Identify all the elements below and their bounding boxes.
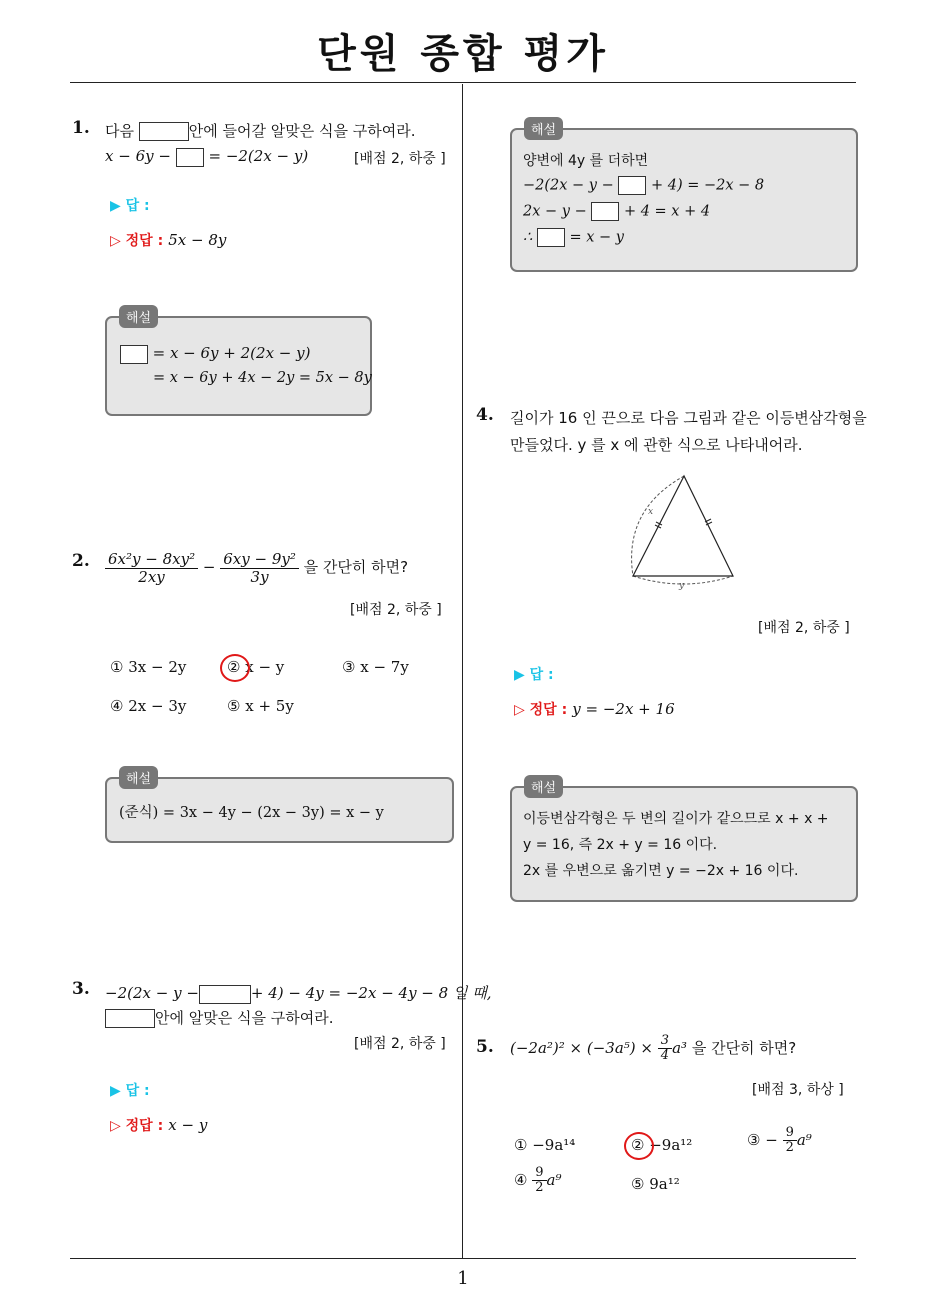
- q3-answer-label: ▶ 답 :: [110, 1083, 150, 1099]
- q2-number: 2.: [72, 551, 90, 571]
- q1-eq-a: x − 6y −: [105, 147, 171, 165]
- q3-sol-line2a: −2(2x − y −: [523, 177, 614, 194]
- q5-number: 5.: [476, 1037, 494, 1057]
- bottom-rule: [70, 1258, 856, 1259]
- q1-solution-tag: 해설: [119, 305, 158, 328]
- q4-triangle: [633, 476, 733, 576]
- q4-correct-value: y = −2x + 16: [572, 700, 675, 718]
- q2-choice-1[interactable]: ① 3x − 2y: [110, 658, 187, 676]
- q3-score: [배점 2, 하중 ]: [354, 1036, 446, 1052]
- q4-label-x: x: [648, 507, 654, 517]
- q3-eq-blank: [199, 985, 251, 1004]
- q2-frac1-den: 2xy: [138, 567, 165, 586]
- q5-expr: (−2a²)² × (−3a⁵) ×: [510, 1038, 653, 1057]
- q3-sol-line4: [523, 228, 624, 247]
- q1-sol-line2: = x − 6y + 4x − 2y = 5x − 8y: [153, 370, 372, 386]
- q5-frac-num: 3: [658, 1034, 672, 1049]
- q3-sol-line3: [523, 202, 710, 221]
- q3-sol-line2: [523, 176, 764, 195]
- q1-text-b: 안에 들어갈 알맞은 식을 구하여라.: [188, 122, 416, 140]
- q5-c4-pre: ④: [514, 1170, 528, 1189]
- q5-selected-circle: [624, 1132, 654, 1160]
- q1-score: [배점 2, 하중 ]: [354, 151, 446, 167]
- q5-frac-den: 4: [660, 1048, 670, 1064]
- q2-choice-2[interactable]: ② x − y: [227, 658, 285, 676]
- q3-correct: [110, 1115, 207, 1135]
- q1-sol-line1: [120, 344, 310, 364]
- q2-score: [배점 2, 하중 ]: [350, 602, 442, 618]
- q5-choice-3[interactable]: [747, 1126, 812, 1156]
- q2-expression: [105, 551, 408, 585]
- page-number: 1: [457, 1268, 469, 1289]
- q5-c3-tail: a⁹: [796, 1130, 812, 1149]
- q3-blank-box: [105, 1009, 155, 1028]
- q5-c3-pre: ③ −: [747, 1130, 778, 1149]
- q3-solution-tag: 해설: [524, 117, 563, 140]
- column-divider: [462, 84, 463, 1258]
- q4-answer-label: ▶ 답 :: [514, 667, 554, 683]
- q2-frac2-num: 6xy − 9y²: [220, 551, 299, 569]
- q4-score: [배점 2, 하중 ]: [758, 620, 850, 636]
- q2-solution-tag: 해설: [119, 766, 158, 789]
- q5-c4-den: 2: [535, 1180, 544, 1196]
- q4-solution-tag: 해설: [524, 775, 563, 798]
- q1-correct-value: 5x − 8y: [168, 231, 227, 249]
- q4-sol-line1: 이등변삼각형은 두 변의 길이가 같으므로 x + x +: [523, 811, 829, 827]
- q2-selected-circle: [220, 654, 250, 682]
- q2-choice-4[interactable]: ④ 2x − 3y: [110, 697, 187, 715]
- q2-sol-line1: (준식) = 3x − 4y − (2x − 3y) = x − y: [119, 805, 384, 821]
- q2-choice-5[interactable]: ⑤ x + 5y: [227, 697, 294, 715]
- q5-score: [배점 3, 하상 ]: [752, 1082, 844, 1098]
- q3-correct-label: ▷ 정답 :: [110, 1118, 164, 1134]
- q5-c4-fraction: [532, 1166, 546, 1196]
- q5-c3-den: 2: [785, 1140, 794, 1156]
- q3-eq-a: −2(2x − y −: [105, 984, 199, 1002]
- q1-prompt: [105, 120, 415, 141]
- q3-sol-blank-2: [591, 202, 619, 221]
- q5-c4-num: 9: [532, 1166, 546, 1181]
- q5-c4-tail: a⁹: [546, 1170, 562, 1189]
- q1-sol-blank: [120, 345, 148, 364]
- top-rule: [70, 82, 856, 83]
- q1-eq-blank: [176, 148, 204, 167]
- q1-correct: [110, 230, 226, 250]
- q4-correct: [514, 699, 675, 719]
- q5-choice-5[interactable]: ⑤ 9a¹²: [631, 1175, 680, 1193]
- q3-text: 안에 알맞은 식을 구하여라.: [155, 1009, 334, 1027]
- q5-c3-fraction: [783, 1126, 797, 1156]
- q1-eq-b: = −2(2x − y): [208, 147, 309, 165]
- q2-frac1-num: 6x²y − 8xy²: [105, 551, 198, 569]
- q1-solution-box: [105, 316, 372, 416]
- q1-text-a: 다음: [105, 122, 134, 140]
- q5-choice-2[interactable]: ② −9a¹²: [631, 1136, 693, 1154]
- q4-sol-line3: 2x 를 우변으로 옮기면 y = −2x + 16 이다.: [523, 863, 799, 879]
- q1-equation: [105, 147, 308, 167]
- q4-label-y: y: [679, 581, 685, 590]
- q3-sol-line3b: + 4 = x + 4: [623, 203, 711, 220]
- q3-sol-blank-1: [618, 176, 646, 195]
- q2-fraction-2: [220, 551, 299, 585]
- q3-sol-line4a: ∴: [523, 229, 533, 246]
- q3-number: 3.: [72, 979, 90, 999]
- q2-fraction-1: [105, 551, 198, 585]
- q2-minus: −: [202, 558, 216, 576]
- q1-correct-label: ▷ 정답 :: [110, 233, 164, 249]
- q4-triangle-figure: [620, 470, 745, 590]
- q5-c3-num: 9: [783, 1126, 797, 1141]
- q3-sol-line1: 양변에 4y 를 더하면: [523, 153, 649, 169]
- page-title: 단원 종합 평가: [317, 31, 609, 77]
- q4-sol-line2: y = 16, 즉 2x + y = 16 이다.: [523, 837, 718, 853]
- q4-line1: 길이가 16 인 끈으로 다음 그림과 같은 이등변삼각형을: [510, 409, 867, 427]
- q4-line2: 만들었다. y 를 x 에 관한 식으로 나타내어라.: [510, 436, 803, 454]
- q3-prompt: [105, 1007, 333, 1028]
- q3-sol-blank-3: [537, 228, 565, 247]
- q1-sol-line1-text: = x − 6y + 2(2x − y): [152, 344, 311, 362]
- q3-eq-b: + 4) − 4y = −2x − 4y − 8 일 때,: [250, 984, 492, 1002]
- q1-answer-label: ▶ 답 :: [110, 198, 150, 214]
- q5-expression: [510, 1034, 796, 1064]
- q3-sol-line2b: + 4) = −2x − 8: [650, 177, 765, 194]
- q1-blank-box: [139, 122, 189, 141]
- q2-choice-3[interactable]: ③ x − 7y: [342, 658, 409, 676]
- q5-choice-4[interactable]: [514, 1166, 561, 1196]
- q5-fraction: [658, 1034, 672, 1064]
- q1-number: 1.: [72, 118, 90, 138]
- q4-number: 4.: [476, 405, 494, 425]
- q2-frac2-den: 3y: [250, 567, 269, 586]
- q2-text: 을 간단히 하면?: [303, 558, 409, 576]
- q4-correct-label: ▷ 정답 :: [514, 702, 568, 718]
- q5-text: 을 간단히 하면?: [691, 1038, 797, 1057]
- q5-expr-tail: a³: [672, 1038, 688, 1057]
- q3-sol-line3a: 2x − y −: [523, 203, 587, 220]
- q3-sol-line4b: = x − y: [569, 229, 624, 246]
- q5-choice-1[interactable]: ① −9a¹⁴: [514, 1136, 576, 1154]
- q3-correct-value: x − y: [168, 1116, 208, 1134]
- q3-equation: [105, 982, 491, 1004]
